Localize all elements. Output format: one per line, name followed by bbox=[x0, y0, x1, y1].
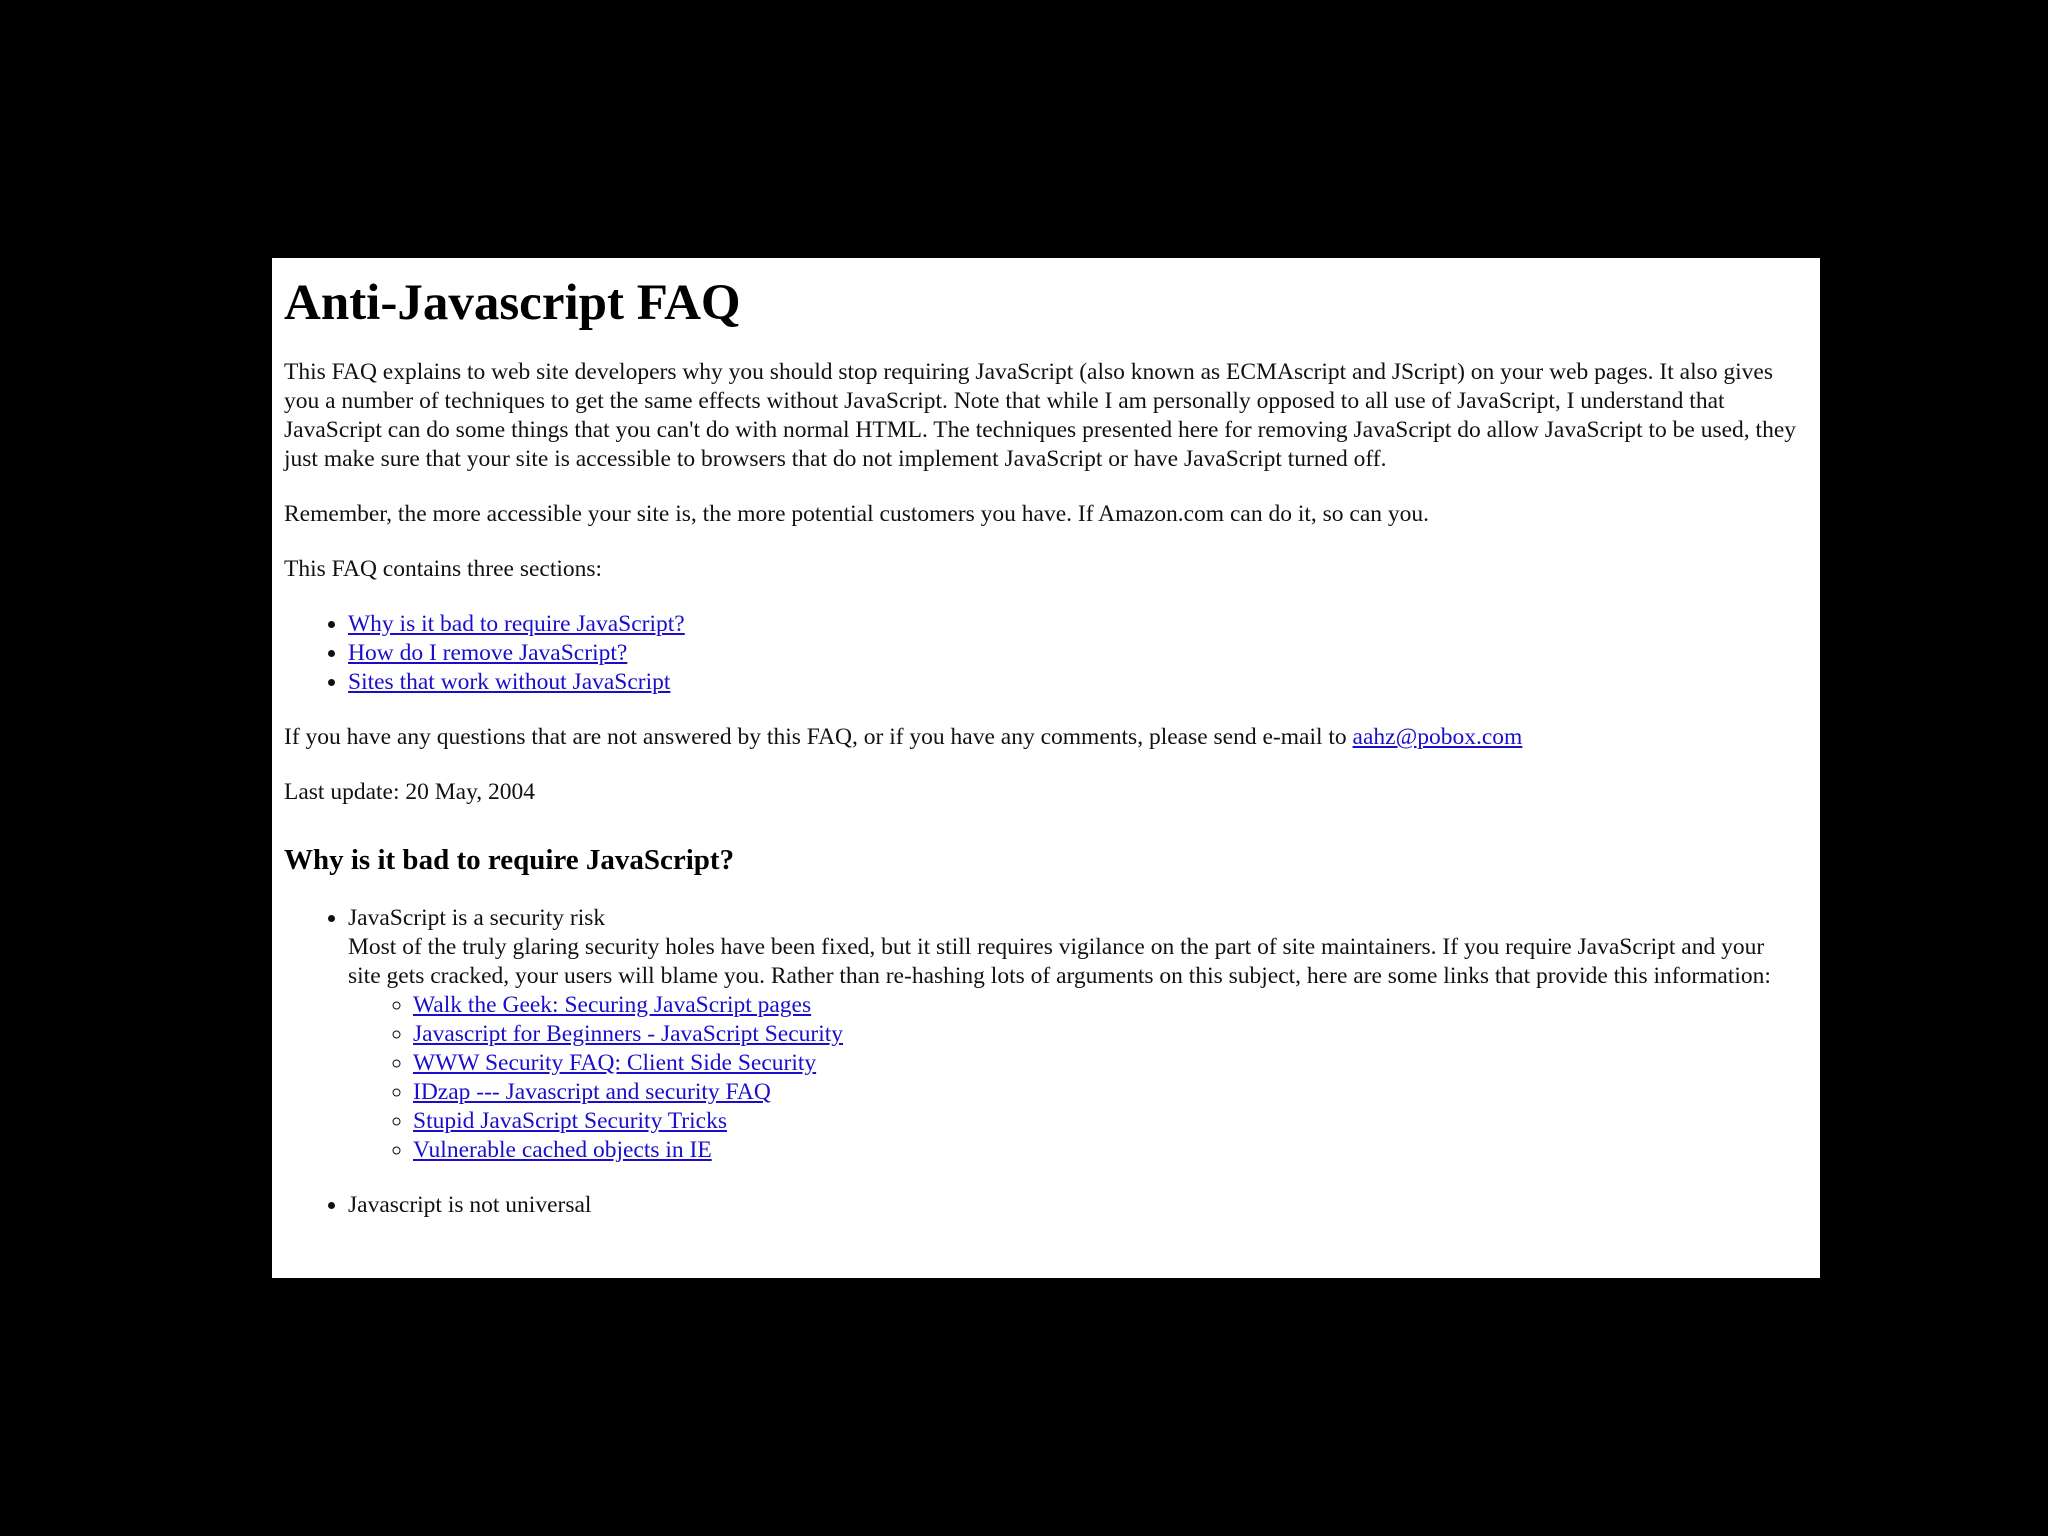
link-idzap-faq[interactable]: IDzap --- Javascript and security FAQ bbox=[413, 1079, 771, 1105]
list-item bbox=[348, 639, 1798, 668]
browser-page bbox=[272, 258, 1820, 1278]
list-item bbox=[348, 610, 1798, 639]
list-item bbox=[348, 904, 1798, 1165]
last-update: Last update: 20 May, 2004 bbox=[284, 779, 536, 805]
link-walk-the-geek[interactable]: Walk the Geek: Securing JavaScript pages bbox=[413, 992, 812, 1018]
link-www-security-faq[interactable]: WWW Security FAQ: Client Side Security bbox=[413, 1050, 817, 1076]
section-heading-why-bad: Why is it bad to require JavaScript? bbox=[284, 844, 735, 876]
toc-link-how-remove[interactable]: How do I remove JavaScript? bbox=[348, 640, 628, 666]
link-stupid-js-tricks[interactable]: Stupid JavaScript Security Tricks bbox=[413, 1108, 727, 1134]
questions-paragraph bbox=[284, 723, 1798, 752]
email-link[interactable]: aahz@pobox.com bbox=[1352, 724, 1523, 750]
intro-paragraph: This FAQ explains to web site developers why you should stop requiring JavaScript (also known as ECMAscript and JScript) on your web pages. It also gives you a number of techniques to get the same effects without JavaScript. Note that while I am personally opposed to all use of JavaScript, I understand that JavaScript can do some things that you can't do with normal HTML. The techniques presented here for removing JavaScript do allow JavaScript to be used, they just make sure that your site is accessible to browsers that do not implement JavaScript or have JavaScript turned off. bbox=[284, 359, 1796, 472]
list-item bbox=[413, 1136, 1798, 1165]
reasons-list bbox=[284, 904, 1798, 1220]
reason-title: JavaScript is a security risk bbox=[348, 905, 606, 931]
list-item bbox=[413, 991, 1798, 1020]
link-vulnerable-cached-objects[interactable]: Vulnerable cached objects in IE bbox=[413, 1137, 712, 1163]
questions-text: If you have any questions that are not answered by this FAQ, or if you have any comments, please send e-mail to bbox=[284, 724, 1353, 750]
toc-link-sites[interactable]: Sites that work without JavaScript bbox=[348, 669, 671, 695]
list-item bbox=[413, 1020, 1798, 1049]
list-item bbox=[413, 1078, 1798, 1107]
list-item bbox=[348, 668, 1798, 697]
page-title: Anti-Javascript FAQ bbox=[284, 275, 741, 331]
link-javascript-for-beginners[interactable]: Javascript for Beginners - JavaScript Security bbox=[413, 1021, 844, 1047]
list-item bbox=[413, 1107, 1798, 1136]
sections-intro: This FAQ contains three sections: bbox=[284, 556, 603, 582]
reason-body: Most of the truly glaring security holes have been fixed, but it still requires vigilance on the part of site maintainers. If you require JavaScript and your site gets cracked, your users will blame you. Rather than re-hashing lots of arguments on this subject, here are some links that provide this information: bbox=[348, 934, 1771, 989]
remember-paragraph: Remember, the more accessible your site is, the more potential customers you have. If Amazon.com can do it, so can you. bbox=[284, 501, 1430, 527]
table-of-contents bbox=[284, 610, 1798, 697]
reason-title: Javascript is not universal bbox=[348, 1192, 592, 1218]
security-links-list bbox=[348, 991, 1798, 1165]
list-item bbox=[348, 1191, 1798, 1220]
toc-link-why-bad[interactable]: Why is it bad to require JavaScript? bbox=[348, 611, 685, 637]
list-item bbox=[413, 1049, 1798, 1078]
